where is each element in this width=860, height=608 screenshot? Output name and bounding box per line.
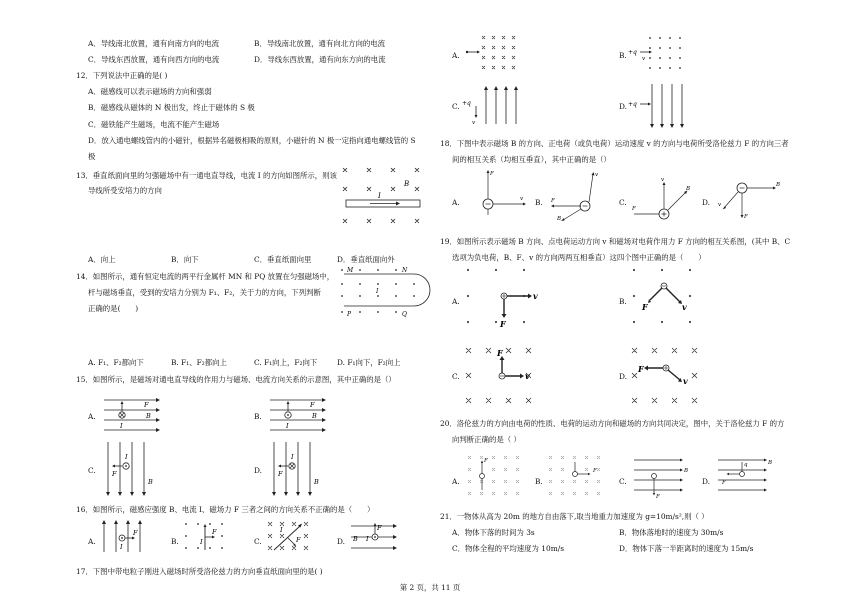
q11-option-a: A．导线南北放置，通有向南方向的电流 bbox=[88, 39, 219, 48]
q12-option-c: C．磁铁能产生磁场，电流不能产生磁场 bbox=[88, 120, 220, 129]
q20-figure-b bbox=[547, 454, 607, 500]
svg-text:F: F bbox=[278, 470, 283, 478]
q15-figure-c bbox=[102, 440, 162, 498]
q20-option-b: B. bbox=[535, 477, 543, 486]
svg-text:+q: +q bbox=[628, 101, 637, 108]
q19-stem-cont: 选项为负电荷，B、F、v 的方向两两互相垂直）这四个图中正确的是（ ） bbox=[452, 253, 706, 262]
q19-figure-b bbox=[630, 266, 710, 330]
q20-option-a: A. bbox=[452, 477, 460, 486]
svg-text:v: v bbox=[525, 371, 530, 381]
svg-text:B: B bbox=[148, 478, 153, 486]
svg-text:F: F bbox=[490, 171, 494, 177]
svg-text:F: F bbox=[484, 458, 488, 464]
svg-text:F: F bbox=[144, 401, 149, 409]
q16-figure-d bbox=[349, 520, 401, 554]
svg-text:B: B bbox=[557, 216, 562, 222]
q20-figure-c bbox=[632, 456, 694, 500]
svg-text:I: I bbox=[200, 538, 203, 546]
q19-option-a: A. bbox=[452, 297, 460, 306]
svg-text:F: F bbox=[310, 401, 315, 409]
q14-option-c: C. F₁向上，F₂向下 bbox=[254, 358, 318, 367]
q18-figure-d bbox=[712, 170, 784, 222]
q15-stem: 15．如图所示，是磁场对通电直导线的作用力与磁场、电流方向关系的示意图，其中正确的是（） bbox=[76, 375, 396, 384]
q14-option-a: A. F₁、F₂都向下 bbox=[88, 358, 144, 367]
q17-figure-c bbox=[462, 84, 522, 128]
svg-text:F: F bbox=[593, 468, 597, 474]
svg-text:v: v bbox=[718, 202, 722, 208]
q15-figure-b bbox=[268, 394, 328, 436]
svg-text:v: v bbox=[520, 196, 524, 202]
svg-text:+q: +q bbox=[462, 100, 471, 107]
q11-option-c: C．导线东西放置，通有向西方向的电流 bbox=[88, 55, 220, 64]
q19-stem: 19．如图所示表示磁场 B 方向、点电荷运动方向 v 和磁场对电荷作用力 F 方向的相互关系图，(其中 B、C bbox=[440, 237, 791, 246]
svg-text:v: v bbox=[661, 177, 665, 183]
q14-option-d: D. F₁向下，F₂向上 bbox=[337, 358, 401, 367]
q20-figure-d bbox=[716, 456, 778, 500]
q15-option-a: A. bbox=[88, 412, 96, 421]
q14-stem-cont2: 正确的是( ) bbox=[88, 304, 139, 313]
svg-text:F: F bbox=[638, 364, 644, 374]
svg-text:F: F bbox=[112, 470, 117, 478]
q12-option-b: B．磁感线从磁体的 N 极出发，终止于磁体的 S 极 bbox=[88, 103, 255, 112]
q21-option-c: C．物体全程的平均速度为 10m/s bbox=[452, 544, 564, 553]
q19-figure-d bbox=[630, 346, 710, 408]
q14-stem-cont: 杆与磁场垂直，受到的安培力分别为 F₁、F₂，关于力的方向，下列判断 bbox=[88, 288, 321, 297]
svg-text:I: I bbox=[366, 535, 369, 543]
svg-text:v: v bbox=[683, 376, 688, 386]
q17-stem: 17．下图中带电粒子刚进入磁场时所受洛伦兹力的方向垂直纸面向里的是( ) bbox=[76, 567, 323, 576]
q19-option-b: B. bbox=[619, 297, 627, 306]
q18-option-c: C. bbox=[619, 198, 627, 207]
q20-option-d: D. bbox=[702, 477, 711, 486]
q20-stem: 20．洛伦兹力的方向由电荷的性质、电荷的运动方向和磁场的方向共同决定，图中，关于洛伦兹力 F 的方 bbox=[440, 419, 785, 428]
q17-figure-d bbox=[628, 82, 688, 130]
q14-option-b: B. F₁、F₂都向上 bbox=[171, 358, 227, 367]
q14-fig-n: N bbox=[402, 267, 408, 274]
svg-text:v: v bbox=[682, 302, 687, 312]
q13-option-b: B．向下 bbox=[171, 255, 199, 264]
q17-option-a: A. bbox=[452, 51, 460, 60]
svg-text:F: F bbox=[722, 480, 726, 486]
q13-fig-i-label: I bbox=[378, 192, 381, 200]
svg-text:v: v bbox=[642, 56, 646, 62]
q16-option-a: A. bbox=[88, 537, 96, 546]
q15-option-d: D. bbox=[254, 466, 263, 475]
q12-option-d: D．放入通电螺线管内的小磁针，根据异名磁极相吸的原则，小磁针的 N 极一定指向通电螺线管的 S bbox=[88, 136, 416, 145]
q13-stem-cont: 导线所受安培力的方向 bbox=[88, 186, 162, 195]
q13-option-c: C．垂直纸面向里 bbox=[254, 255, 312, 264]
svg-text:I: I bbox=[125, 453, 128, 461]
q15-option-b: B. bbox=[254, 412, 262, 421]
q14-fig-p: P bbox=[347, 311, 352, 318]
svg-text:B: B bbox=[314, 478, 319, 486]
page-footer: 第 2 页，共 11 页 bbox=[399, 583, 461, 592]
svg-text:B: B bbox=[146, 412, 151, 420]
q19-figure-a bbox=[464, 266, 544, 330]
q17-option-b: B. bbox=[619, 51, 627, 60]
svg-text:I: I bbox=[120, 422, 123, 430]
q18-figure-b bbox=[545, 166, 613, 222]
svg-text:F: F bbox=[377, 524, 382, 532]
q18-option-d: D. bbox=[702, 198, 711, 207]
svg-text:F: F bbox=[744, 214, 748, 220]
q14-fig-m: M bbox=[347, 267, 354, 274]
q16-option-b: B. bbox=[171, 537, 179, 546]
svg-text:F: F bbox=[497, 348, 503, 358]
q18-stem: 18．下图中表示磁场 B 的方向、正电荷（或负电荷）运动速度 v 的方向与电荷所受洛伦兹力 F 的方向三者 bbox=[440, 139, 789, 148]
svg-text:B: B bbox=[312, 412, 317, 420]
q19-option-c: C. bbox=[452, 372, 460, 381]
svg-text:I: I bbox=[120, 543, 123, 551]
q16-figure-c bbox=[266, 520, 318, 554]
svg-text:B: B bbox=[684, 468, 689, 474]
svg-text:F: F bbox=[296, 536, 301, 544]
svg-text:F: F bbox=[500, 319, 506, 329]
q20-figure-a bbox=[466, 454, 522, 500]
q14-stem: 14．如图所示，通有恒定电流的两平行金属杆 MN 和 PQ 放置在匀强磁场中， bbox=[76, 272, 335, 281]
q21-stem: 21．一物体从高为 20m 的地方自由落下,取当地重力加速度为 g=10m/s²,则（ ） bbox=[440, 512, 709, 521]
q16-option-c: C. bbox=[254, 537, 262, 546]
q11-option-d: D．导线东西放置，通有向东方向的电流 bbox=[254, 55, 386, 64]
q19-option-d: D. bbox=[619, 372, 628, 381]
svg-text:F: F bbox=[632, 206, 636, 212]
q17-figure-a bbox=[462, 34, 522, 76]
svg-text:F: F bbox=[656, 494, 660, 500]
q20-option-c: C. bbox=[619, 477, 627, 486]
q13-option-a: A．向上 bbox=[88, 255, 116, 264]
q12-option-d-cont: 极 bbox=[88, 152, 96, 161]
q13-option-d: D．垂直纸面向外 bbox=[337, 255, 395, 264]
svg-text:F: F bbox=[551, 198, 555, 204]
q14-fig-i: I bbox=[376, 288, 379, 295]
q13-figure bbox=[340, 163, 424, 233]
svg-text:F: F bbox=[642, 302, 648, 312]
q15-figure-a bbox=[102, 394, 162, 436]
q15-figure-d bbox=[268, 440, 328, 498]
q18-figure-a bbox=[468, 166, 536, 216]
q18-figure-c bbox=[628, 170, 696, 222]
q21-option-a: A．物体下落的时间为 3s bbox=[452, 528, 535, 537]
q18-option-b: B. bbox=[535, 198, 543, 207]
q16-stem: 16．如图所示，磁感应强度 B、电流 I、磁场力 F 三者之间的方向关系不正确的是（ ） bbox=[76, 505, 375, 514]
q13-fig-b-label: B bbox=[404, 180, 410, 188]
q20-stem-cont: 向判断正确的是（ ） bbox=[452, 435, 521, 444]
q14-fig-q: Q bbox=[402, 311, 407, 318]
q16-option-d: D. bbox=[337, 537, 346, 546]
svg-text:I: I bbox=[280, 526, 283, 534]
q13-stem: 13．垂直纸面向里的匀强磁场中有一通电直导线，电流 I 的方向如图所示，则该 bbox=[76, 171, 337, 180]
svg-text:I: I bbox=[286, 422, 289, 430]
svg-text:+q: +q bbox=[628, 49, 637, 56]
svg-text:I: I bbox=[291, 453, 294, 461]
q18-option-a: A. bbox=[452, 198, 460, 207]
svg-text:v: v bbox=[472, 120, 476, 126]
q21-option-d: D．物体下落一半距离时的速度为 15m/s bbox=[619, 544, 754, 553]
svg-text:v: v bbox=[595, 172, 599, 178]
q18-stem-cont: 间的相互关系（均相互垂直），其中正确的是（） bbox=[452, 155, 611, 164]
q12-option-a: A．磁感线可以表示磁场的方向和强弱 bbox=[88, 87, 212, 96]
q19-figure-c bbox=[464, 346, 544, 408]
q16-figure-a bbox=[100, 518, 148, 554]
q15-option-c: C. bbox=[88, 466, 96, 475]
q21-option-b: B．物体落地时的速度为 30m/s bbox=[619, 528, 724, 537]
q17-figure-b bbox=[628, 34, 688, 76]
q16-figure-b bbox=[183, 520, 231, 554]
svg-text:B: B bbox=[353, 535, 358, 543]
svg-text:B: B bbox=[686, 186, 691, 192]
svg-text:F: F bbox=[133, 529, 138, 537]
svg-text:v: v bbox=[533, 291, 538, 301]
svg-text:B: B bbox=[768, 460, 773, 466]
q11-option-b: B．导线南北放置，通有向北方向的电流 bbox=[254, 39, 386, 48]
q14-figure bbox=[340, 266, 430, 318]
svg-text:F: F bbox=[212, 528, 217, 536]
q17-option-c: C. bbox=[452, 102, 460, 111]
svg-text:q: q bbox=[744, 462, 748, 468]
q12-stem: 12．下列说法中正确的是( ) bbox=[76, 71, 168, 80]
svg-text:B: B bbox=[776, 182, 781, 188]
q17-option-d: D. bbox=[619, 102, 628, 111]
